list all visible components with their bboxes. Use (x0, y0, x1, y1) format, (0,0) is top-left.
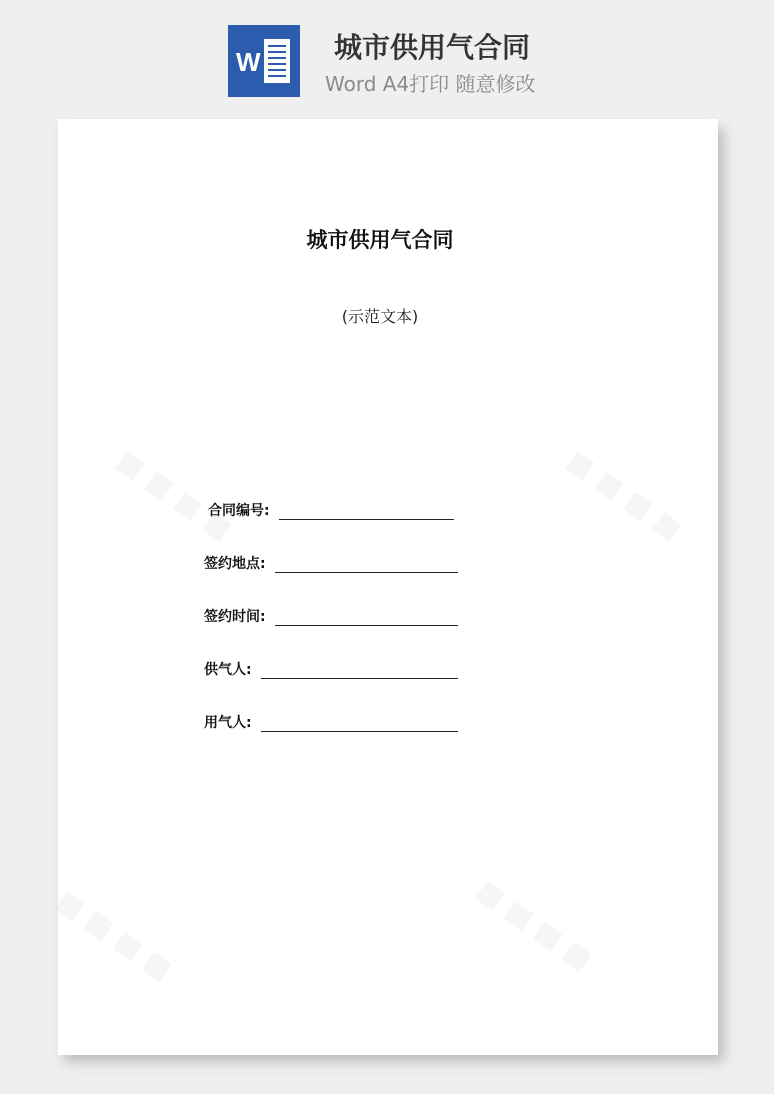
field-signing-time (204, 605, 460, 629)
field-label: 签约时间: (204, 609, 266, 625)
field-contract-number (208, 499, 458, 523)
watermark (471, 874, 598, 976)
header (0, 0, 774, 110)
field-label: 用气人: (204, 715, 252, 731)
document-title: 城市供用气合同 (306, 228, 454, 252)
header-subtitle: Word A4打印 随意修改 (325, 72, 536, 96)
word-logo-letter: W (236, 47, 261, 77)
word-icon (228, 25, 300, 97)
word-logo-sheet (264, 39, 290, 83)
field-label: 签约地点: (204, 556, 266, 572)
document-subtitle: (示范文本) (341, 307, 419, 326)
field-label: 合同编号: (208, 503, 270, 519)
field-label: 供气人: (204, 662, 252, 678)
field-blank-line[interactable] (279, 519, 454, 520)
watermark (51, 884, 178, 986)
field-blank-line[interactable] (275, 625, 458, 626)
watermark (111, 444, 238, 546)
field-signing-place (204, 552, 460, 576)
field-blank-line[interactable] (275, 572, 458, 573)
header-title: 城市供用气合同 (334, 31, 531, 64)
field-gas-supplier (204, 658, 460, 682)
document-page (58, 119, 718, 1055)
field-blank-line[interactable] (261, 731, 458, 732)
field-blank-line[interactable] (261, 678, 458, 679)
field-gas-user (204, 711, 460, 735)
watermark (561, 444, 688, 546)
